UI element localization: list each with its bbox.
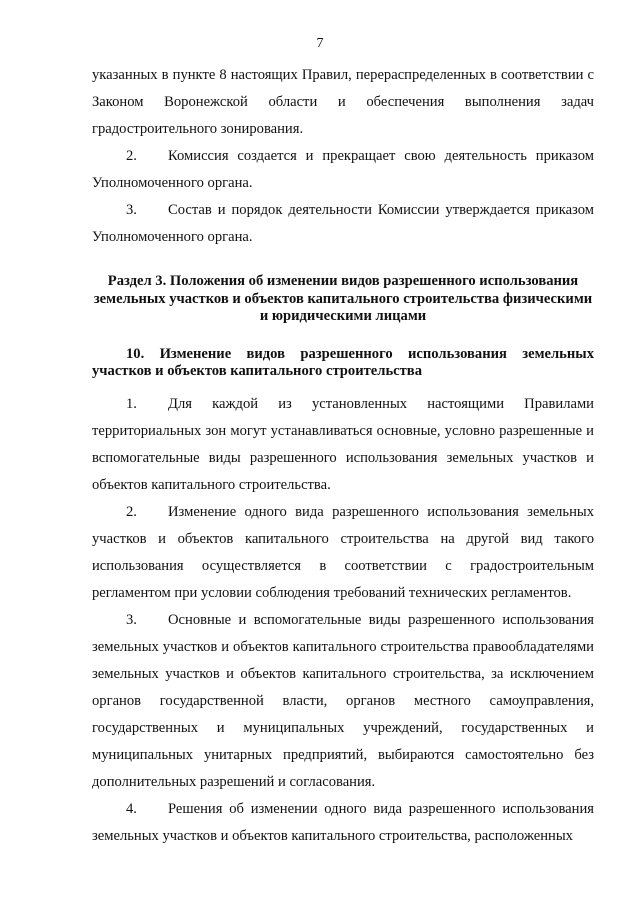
paragraph-text: Состав и порядок деятельности Комиссии утверждается приказом Уполномоченного органа.: [92, 202, 594, 245]
paragraph-text: Основные и вспомогательные виды разрешенного использования земельных участков и объектов капитального строительства правообладателями земельных участков и объектов капитального строительства, за исключением органов государственной власти, органов местного самоуправления, государственных и муниципальных учреждений, государственных и муниципальных унитарных предприятий, выбираются самостоятельно без дополнительных разрешений и согласования.: [92, 611, 594, 790]
paragraph-bottom-3: [92, 607, 594, 796]
paragraph-text: Решения об изменении одного вида разрешенного использования земельных участков и объектов капитального строительства, расположенных: [92, 800, 594, 844]
paragraph-number: 2.: [126, 503, 137, 520]
paragraph-text: Комиссия создается и прекращает свою деятельность приказом Уполномоченного органа.: [92, 148, 594, 191]
paragraph-bottom-2: [92, 499, 594, 607]
paragraph-number: 3.: [126, 202, 137, 218]
paragraph-continuation: [92, 62, 594, 143]
paragraph-top-3: [92, 197, 594, 251]
paragraph-bottom-4: [92, 796, 594, 850]
paragraph-number: 3.: [126, 611, 137, 628]
paragraph-text: указанных в пункте 8 настоящих Правил, перераспределенных в соответствии с Законом Воронежской области и обеспечения выполнения задач градостроительного зонирования.: [92, 67, 594, 137]
paragraph-bottom-1: [92, 391, 594, 499]
section-heading: Раздел 3. Положения об изменении видов разрешенного использования земельных участков и объектов капитального строительства физическими и юридическими лицами: [93, 273, 593, 324]
paragraph-number: 1.: [126, 395, 137, 412]
paragraph-text: Изменение одного вида разрешенного использования земельных участков и объектов капитального строительства на другой вид такого использования осуществляется в соответствии с градостроительным регламентом при условии соблюдения требований технических регламентов.: [92, 503, 594, 601]
article-heading: 10. Изменение видов разрешенного использования земельных участков и объектов капитального строительства: [92, 345, 594, 379]
paragraph-number: 4.: [126, 800, 137, 817]
paragraph-text: Для каждой из установленных настоящими Правилами территориальных зон могут устанавливаться основные, условно разрешенные и вспомогательные виды разрешенного использования земельных участков и объектов капитального строительства.: [92, 395, 594, 493]
paragraph-number: 2.: [126, 148, 137, 164]
document-body: [92, 62, 594, 850]
paragraph-top-2: [92, 143, 594, 197]
page-number: 7: [316, 36, 324, 51]
